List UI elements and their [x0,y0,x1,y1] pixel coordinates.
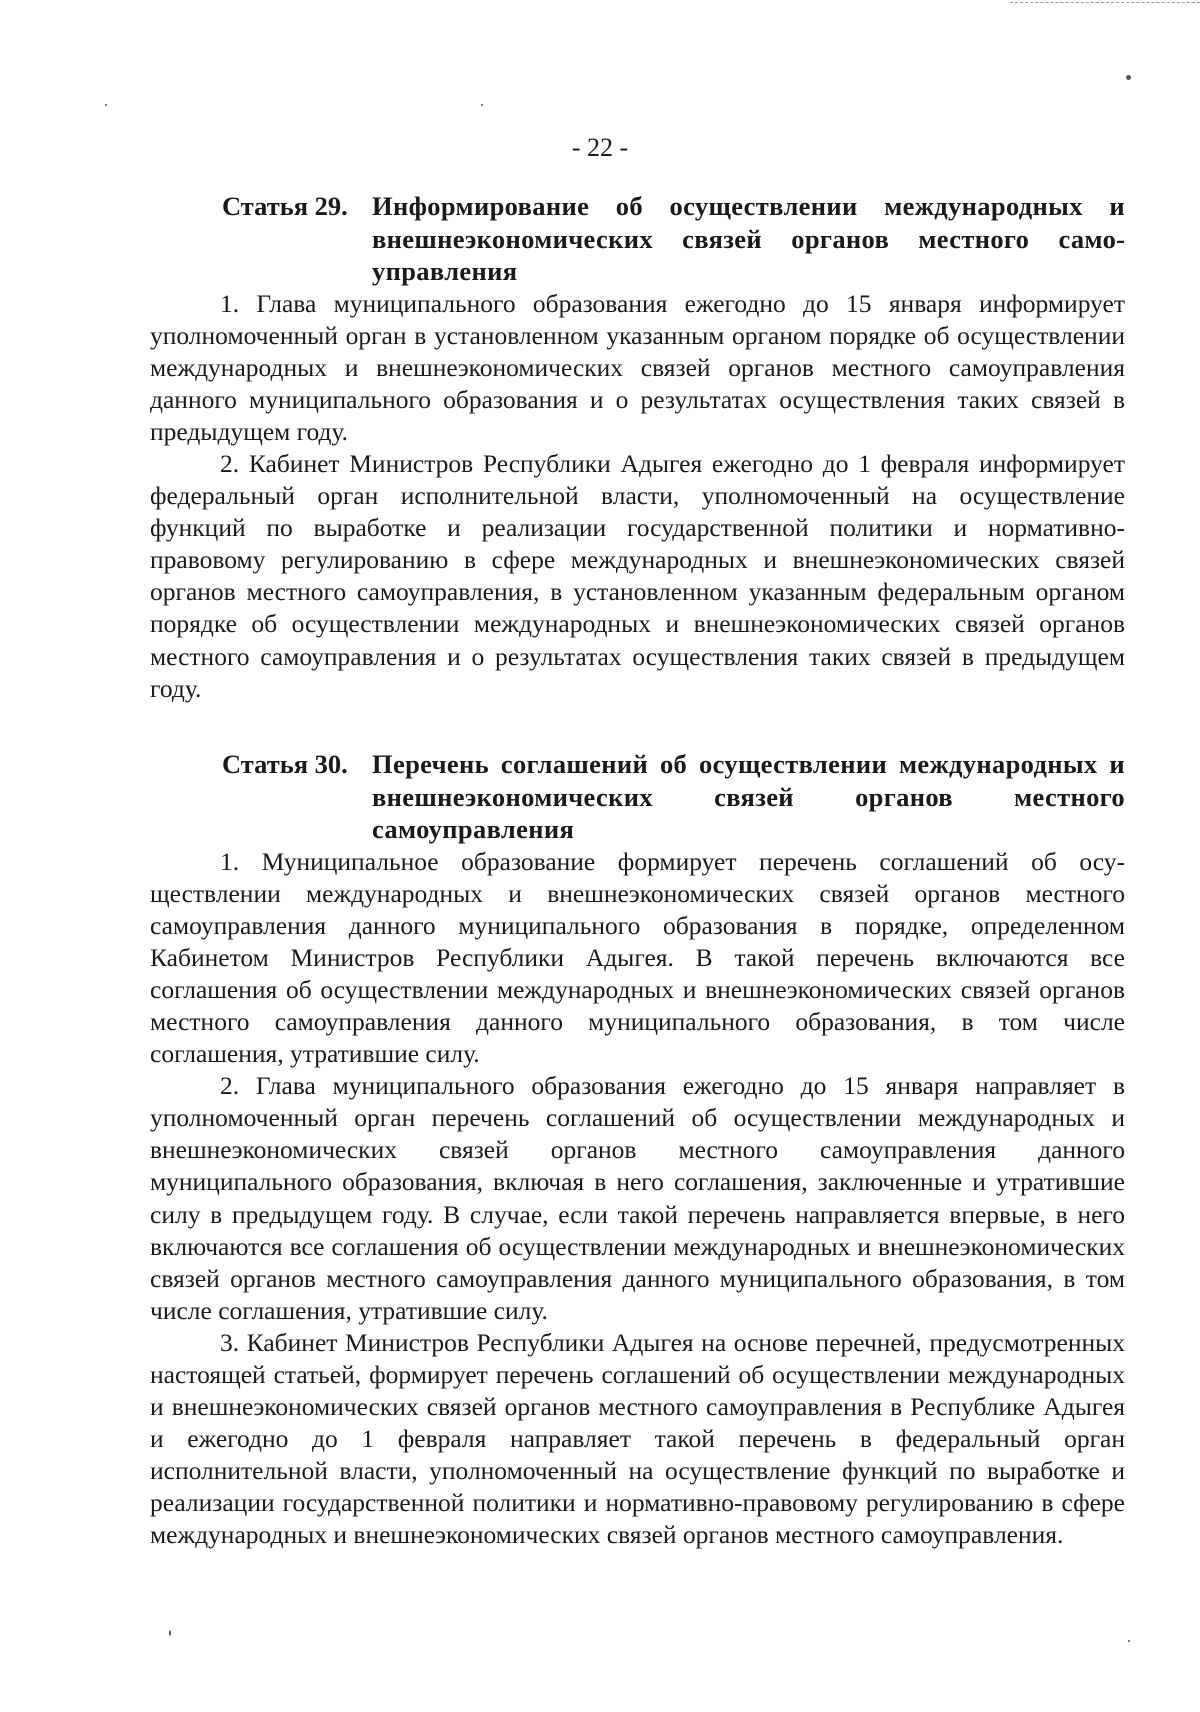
article-paragraph: 3. Кабинет Министров Республики Адыгея на основе перечней, предусмотренных настоящей статьей, формирует перечень соглашений об осуществлении международных и внешнеэкономических связей органов местного самоуправления в Республике Адыгея и ежегодно до 1 февраля направляет такой перечень в федеральный орган исполнительной власти, уполномоченный на осуществление функций по выработке и реализации государственной политики и нормативно-правовому регулированию в сфере международных и внешнеэкономических связей органов местного самоуправления. [150,1327,1125,1550]
article-heading [150,748,1125,846]
top-edge-mark [1010,2,1200,3]
article-paragraph: 2. Кабинет Министров Республики Адыгея ежегодно до 1 февраля информирует федеральный орган исполнительной власти, уполномоченный на осуществление функций по выработке и реализации государственной политики и нормативно-правовому регулированию в сфере международных и внешнеэкономических связей органов местного самоуправления, в установленном указанным федеральным органом порядке об осуществлении международных и внешнеэкономических связей органов местного самоуправления и о результатах осуществления таких связей в предыдущем году. [150,448,1125,703]
article-title: Перечень соглашений об осуществлении международных и внешнеэкономических связей органов местного самоуправления [372,749,1125,844]
scan-speck [481,104,483,106]
article-paragraph: 2. Глава муниципального образования ежегодно до 15 января направляет в уполномоченный орган перечень соглашений об осуществлении международных и внешнеэкономических связей органов местного самоуправления данного муниципального образования, включая в него соглашения, заключенные и утратившие силу в предыдущем году. В случае, если такой перечень направляется впервые, в него включаются все соглашения об осуществлении международных и внешнеэкономических связей органов местного самоуправления данного муниципального образования, в том числе соглашения, утратившие силу. [150,1071,1125,1325]
article-30 [150,748,1125,1552]
scan-speck [169,1630,171,1636]
article-paragraph: 1. Глава муниципального образования ежегодно до 15 января информирует уполномоченный орган в установленном указанным органом порядке об осуществлении международных и внешнеэкономических связей органов местного самоуправления данного муниципального образования и о результатах осуществления таких связей в предыдущем году. [150,288,1125,446]
article-number: Статья 29. [222,191,348,221]
scan-speck [105,104,107,106]
article-29 [150,190,1125,705]
scan-speck [1128,1640,1130,1642]
scan-speck [1126,75,1131,80]
page-number: - 22 - [571,133,629,162]
article-number: Статья 30. [222,749,348,779]
article-title: Информирование об осуществлении международных и внешнеэкономических связей органов местного самоуправления [372,191,1125,286]
article-heading [150,190,1125,288]
article-paragraph: 1. Муниципальное образование формирует перечень соглашений об осуществлении международных и внешнеэкономических связей органов местного самоуправления данного муниципального образования в порядке, определенном Кабинетом Министров Республики Адыгея. В такой перечень включаются все соглашения об осуществлении международных и внешнеэкономических связей органов местного самоуправления данного муниципального образования, в том числе соглашения, утратившие силу. [150,846,1125,1069]
